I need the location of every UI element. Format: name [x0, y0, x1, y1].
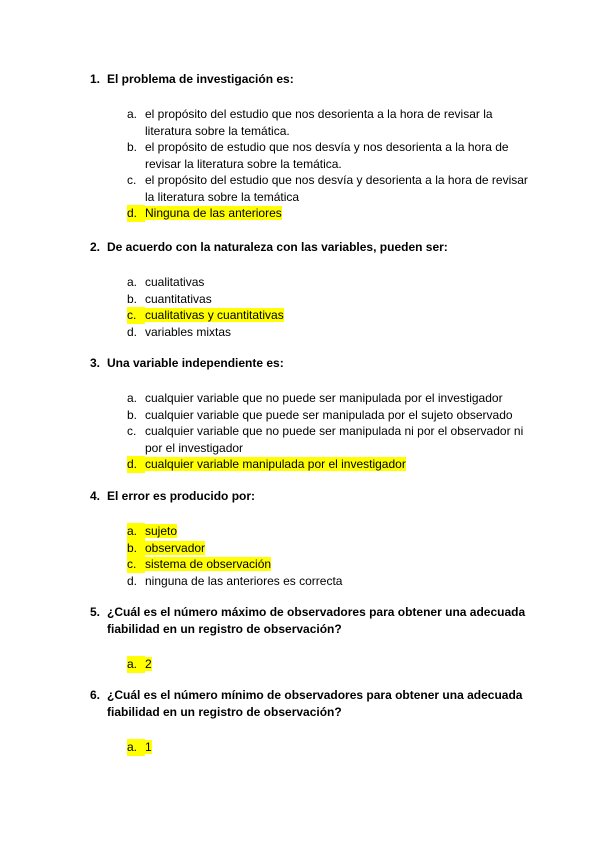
question-text: Una variable independiente es:: [107, 356, 284, 370]
option-c: [127, 556, 540, 573]
option-letter: b.: [127, 291, 138, 306]
option-b: [127, 291, 540, 308]
question-text: El problema de investigación es:: [107, 72, 294, 86]
option-letter: c.: [127, 173, 137, 187]
option-text: cuantitativas: [145, 291, 212, 306]
option-letter: b.: [127, 540, 145, 557]
option-a: [127, 656, 540, 673]
option-text: el propósito de estudio que nos desvía y nos desorienta a la hora de revisar la literatura sobre la temática.: [145, 140, 509, 171]
option-letter: d.: [127, 456, 145, 473]
option-letter: c.: [127, 556, 145, 573]
question-2: [90, 239, 540, 340]
question-6: [90, 687, 540, 756]
question-title: [90, 71, 540, 88]
option-text-highlighted: 2: [145, 657, 152, 671]
option-letter: d.: [127, 205, 145, 222]
option-text-highlighted: cualitativas y cuantitativas: [145, 308, 284, 322]
option-letter: b.: [127, 140, 138, 154]
question-number: 6.: [90, 688, 101, 702]
question-number: 5.: [90, 605, 101, 619]
option-letter: a.: [127, 739, 145, 756]
option-d: [127, 456, 540, 473]
question-title: [90, 488, 540, 505]
question-number: 2.: [90, 240, 101, 254]
option-text-highlighted: observador: [145, 540, 206, 555]
option-c: [127, 307, 540, 324]
option-d: [127, 205, 540, 222]
options-list: [127, 739, 540, 756]
option-letter: a.: [127, 656, 145, 673]
option-text: cualquier variable que puede ser manipulada por el sujeto observado: [145, 407, 513, 422]
question-text: De acuerdo con la naturaleza con las variables, pueden ser:: [107, 240, 448, 254]
option-c: [127, 423, 540, 456]
option-c: [127, 172, 540, 205]
option-d: [127, 573, 540, 590]
option-b: [127, 139, 540, 172]
question-5: [90, 604, 540, 673]
option-text: cualquier variable que no puede ser manipulada ni por el observador ni por el investigador: [145, 424, 524, 455]
question-text: ¿Cuál es el número mínimo de observadores para obtener una adecuada fiabilidad en un registro de observación?: [107, 688, 523, 719]
options-list: [127, 656, 540, 673]
option-text: el propósito del estudio que nos desvía y desorienta a la hora de revisar la literatura sobre la temática: [145, 173, 528, 204]
question-number: 1.: [90, 72, 101, 86]
question-title: [90, 687, 540, 721]
option-letter: a.: [127, 391, 138, 405]
option-letter: d.: [127, 573, 138, 588]
option-letter: a.: [127, 523, 145, 540]
option-a: [127, 274, 540, 291]
options-list: [127, 390, 540, 473]
question-text: El error es producido por:: [107, 489, 256, 503]
question-title: [90, 239, 540, 256]
question-number: 3.: [90, 356, 101, 370]
option-letter: c.: [127, 424, 137, 438]
question-3: [90, 355, 540, 473]
option-text-highlighted: sujeto: [145, 524, 178, 538]
options-list: [127, 274, 540, 340]
options-list: [127, 523, 540, 589]
option-text-highlighted: sistema de observación: [145, 557, 272, 571]
question-title: [90, 604, 540, 638]
option-letter: c.: [127, 307, 145, 324]
option-text: el propósito del estudio que nos desorienta a la hora de revisar la literatura sobre la temática.: [145, 107, 493, 138]
options-list: [127, 106, 540, 222]
option-text-highlighted: 1: [145, 740, 152, 754]
question-number: 4.: [90, 489, 101, 503]
option-b: [127, 540, 540, 557]
option-text: variables mixtas: [145, 324, 232, 339]
option-text: ninguna de las anteriores es correcta: [145, 573, 343, 588]
option-letter: d.: [127, 324, 138, 339]
option-d: [127, 324, 540, 341]
option-a: [127, 739, 540, 756]
option-text: cualitativas: [145, 275, 205, 289]
question-text: ¿Cuál es el número máximo de observadores para obtener una adecuada fiabilidad en un registro de observación?: [107, 605, 526, 636]
option-a: [127, 390, 540, 407]
question-4: [90, 488, 540, 589]
option-letter: a.: [127, 275, 138, 289]
question-1: [90, 71, 540, 222]
option-a: [127, 106, 540, 139]
option-text-highlighted: Ninguna de las anteriores: [145, 206, 282, 220]
option-letter: a.: [127, 107, 138, 121]
option-b: [127, 407, 540, 424]
option-text: cualquier variable que no puede ser manipulada por el investigador: [145, 391, 503, 405]
option-a: [127, 523, 540, 540]
question-title: [90, 355, 540, 372]
option-letter: b.: [127, 407, 138, 422]
option-text-highlighted: cualquier variable manipulada por el investigador: [145, 457, 406, 471]
